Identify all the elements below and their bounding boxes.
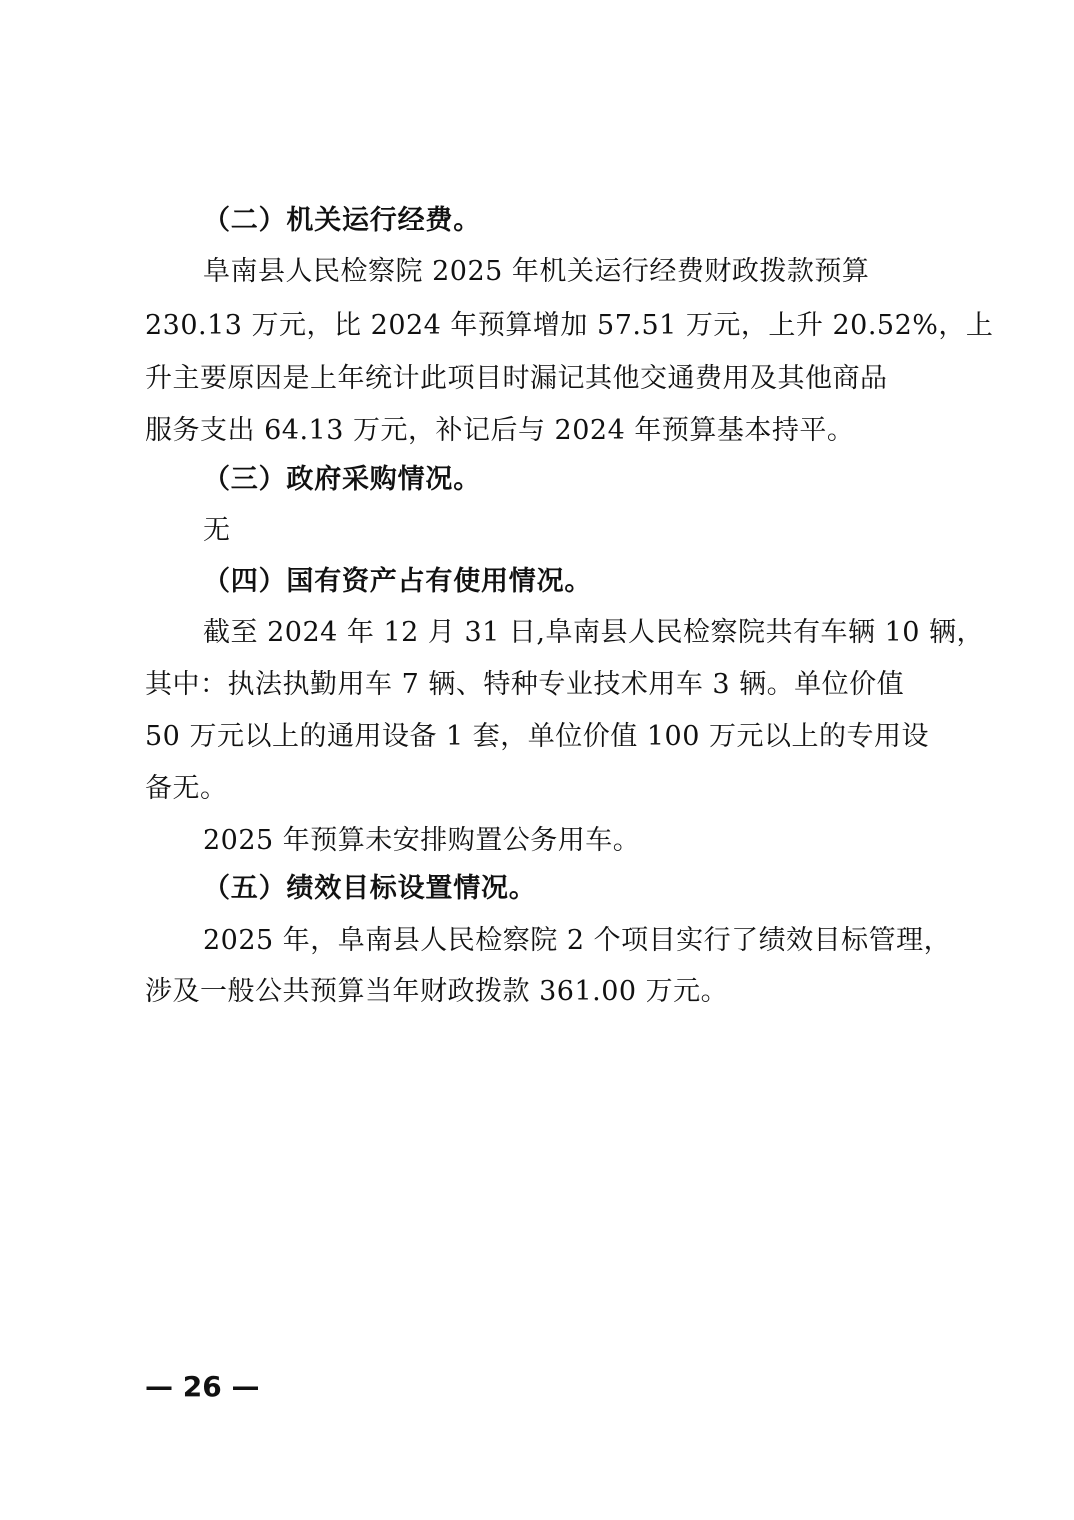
paragraph-line: 升主要原因是上年统计此项目时漏记其他交通费用及其他商品 (145, 363, 888, 394)
paragraph-line: 无 (203, 515, 231, 546)
paragraph-line: 阜南县人民检察院 2025 年机关运行经费财政拨款预算 (203, 256, 870, 287)
paragraph-line: 涉及一般公共预算当年财政拨款 361.00 万元。 (145, 976, 729, 1007)
paragraph-line: 其中：执法执勤用车 7 辆、特种专业技术用车 3 辆。单位价值 (145, 669, 905, 700)
page-number: — 26 — (145, 1370, 260, 1403)
section-heading-5: （五）绩效目标设置情况。 (203, 873, 537, 904)
section-heading-4: （四）国有资产占有使用情况。 (203, 566, 593, 597)
section-heading-2: （二）机关运行经费。 (203, 205, 481, 236)
paragraph-line: 2025 年，阜南县人民检察院 2 个项目实行了绩效目标管理， (203, 925, 952, 956)
paragraph-line: 230.13 万元，比 2024 年预算增加 57.51 万元，上升 20.52%，上 (145, 310, 994, 341)
section-heading-3: （三）政府采购情况。 (203, 464, 481, 495)
paragraph-line: 2025 年预算未安排购置公务用车。 (203, 825, 641, 856)
paragraph-line: 备无。 (145, 773, 228, 804)
paragraph-line: 服务支出 64.13 万元，补记后与 2024 年预算基本持平。 (145, 415, 855, 446)
paragraph-line: 50 万元以上的通用设备 1 套，单位价值 100 万元以上的专用设 (145, 721, 929, 752)
paragraph-line: 截至 2024 年 12 月 31 日,阜南县人民检察院共有车辆 10 辆， (203, 617, 985, 648)
